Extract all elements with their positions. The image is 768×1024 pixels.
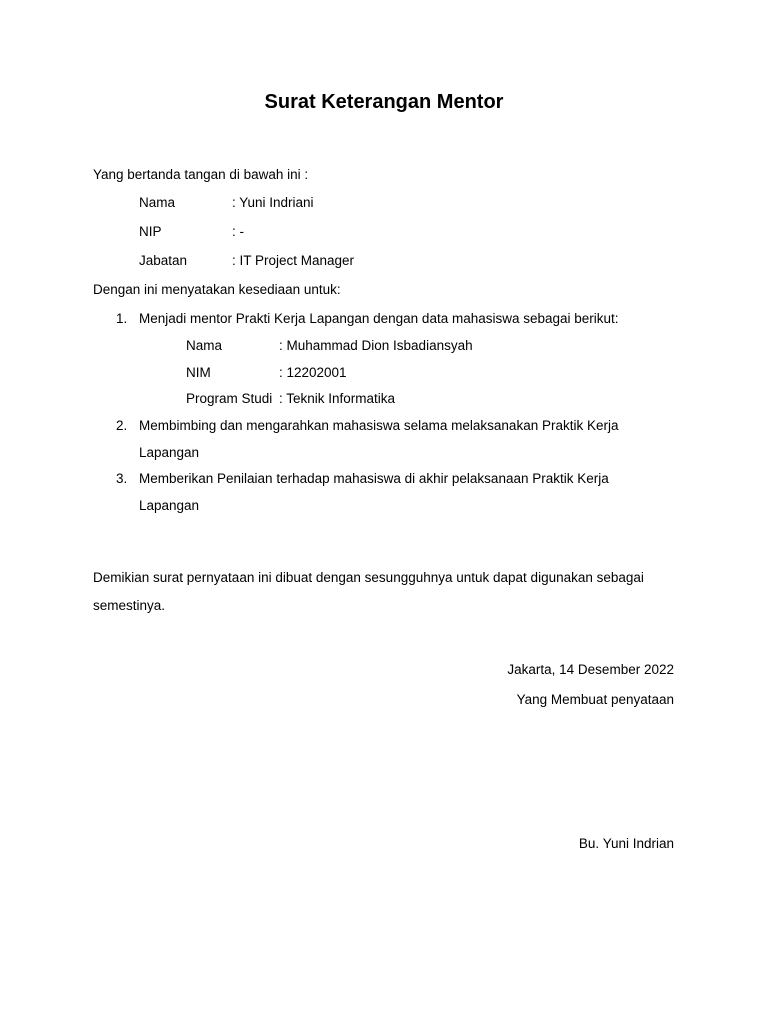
student-name-label: Nama — [186, 338, 223, 353]
place-date: Jakarta, 14 Desember 2022 — [507, 662, 674, 677]
intro-text: Yang bertanda tangan di bawah ini : — [93, 167, 309, 182]
student-program-value: : Teknik Informatika — [279, 391, 396, 406]
signer-name-value: : Yuni Indriani — [232, 195, 314, 210]
list-item-number: 2. — [116, 418, 128, 433]
closing-text: Demikian surat pernyataan ini dibuat dengan sesungguhnya untuk dapat digunakan sebagai — [93, 570, 644, 585]
signature-name: Bu. Yuni Indrian — [578, 836, 674, 851]
student-name-value: : Muhammad Dion Isbadiansyah — [279, 338, 473, 353]
signer-nip-value: : - — [232, 224, 244, 239]
list-item-number: 3. — [116, 471, 128, 486]
list-item-number: 1. — [116, 311, 128, 326]
student-nim-label: NIM — [186, 365, 211, 380]
student-program-label: Program Studi — [186, 391, 273, 406]
list-item-text: Menjadi mentor Prakti Kerja Lapangan dengan data mahasiswa sebagai berikut: — [139, 311, 619, 326]
student-nim-value: : 12202001 — [279, 365, 347, 380]
signer-name-label: Nama — [139, 195, 176, 210]
list-item-text-continued: Lapangan — [139, 445, 200, 460]
signer-nip-label: NIP — [139, 224, 162, 239]
signer-position-label: Jabatan — [139, 253, 188, 268]
list-item-text: Membimbing dan mengarahkan mahasiswa selama melaksanakan Praktik Kerja — [139, 418, 619, 433]
document-title: Surat Keterangan Mentor — [264, 91, 504, 113]
closing-text-continued: semestinya. — [93, 598, 166, 613]
list-item-text-continued: Lapangan — [139, 498, 200, 513]
list-item-text: Memberikan Penilaian terhadap mahasiswa di akhir pelaksanaan Praktik Kerja — [139, 471, 609, 486]
statement-intro: Dengan ini menyatakan kesediaan untuk: — [93, 282, 341, 297]
maker-label: Yang Membuat penyataan — [516, 692, 674, 707]
signer-position-value: : IT Project Manager — [232, 253, 355, 268]
